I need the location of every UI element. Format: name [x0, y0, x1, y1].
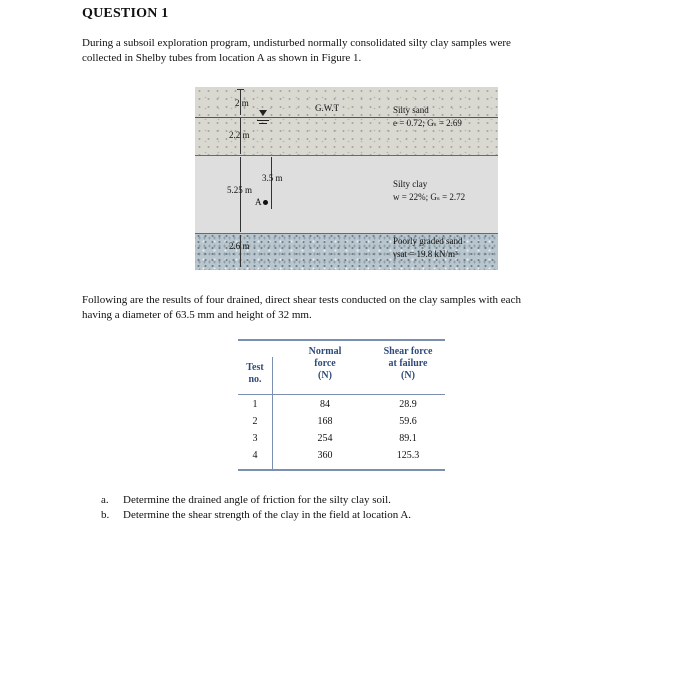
task-text: Determine the shear strength of the clay in the field at location A.	[123, 509, 412, 521]
silty-clay-name: Silty clay	[393, 179, 428, 189]
cell-shear-force: 125.3	[396, 450, 420, 461]
table-column-rule	[272, 357, 273, 469]
intro-paragraph	[82, 36, 622, 66]
poorly-graded-sand-name: Poorly graded sand	[393, 236, 463, 246]
dim-label-3-5m: 3.5 m	[262, 173, 283, 183]
question-title: QUESTION 1	[82, 6, 169, 21]
cell-test-no: 1	[252, 399, 258, 410]
task-list	[101, 493, 411, 523]
intro-line-1: During a subsoil exploration program, undisturbed normally consolidated silty clay samples were	[82, 37, 511, 49]
task-text: Determine the drained angle of friction for the silty clay soil.	[123, 494, 391, 506]
soil-profile-figure	[195, 87, 498, 270]
table-top-rule	[238, 339, 445, 341]
dim-label-2m: 2 m	[235, 98, 249, 108]
header-test-line: Test	[246, 362, 264, 373]
task-item-a	[101, 493, 411, 508]
header-normal-line: (N)	[318, 370, 332, 381]
task-item-b	[101, 508, 411, 523]
point-a-label: A	[255, 197, 262, 207]
dim-label-5-25m: 5.25 m	[227, 185, 253, 195]
header-shear-line: Shear force	[383, 346, 433, 357]
silty-sand-name: Silty sand	[393, 105, 429, 115]
table-bottom-rule	[238, 469, 445, 471]
cell-test-no: 4	[252, 450, 258, 461]
header-shear-force	[368, 346, 448, 382]
results-line-1: Following are the results of four drained, direct shear tests conducted on the clay samples with each	[82, 294, 521, 306]
cell-shear-force: 89.1	[399, 433, 417, 444]
intro-line-2: collected in Shelby tubes from location A as shown in Figure 1.	[82, 52, 362, 64]
cell-shear-force: 59.6	[399, 416, 417, 427]
sand-clay-boundary	[195, 155, 498, 156]
silty-sand-props: e = 0.72; Gₛ = 2.69	[393, 118, 462, 128]
cell-test-no: 2	[252, 416, 258, 427]
silty-clay-props: w = 22%; Gₛ = 2.72	[393, 192, 466, 202]
table-header-rule	[238, 394, 445, 395]
cell-normal-force: 360	[317, 450, 333, 461]
header-normal-line: Normal	[308, 346, 342, 357]
cell-test-no: 3	[252, 433, 258, 444]
header-shear-line: (N)	[401, 370, 415, 381]
dim-tick	[237, 89, 244, 90]
results-line-2: having a diameter of 63.5 mm and height of 32 mm.	[82, 309, 312, 321]
dim-label-2-6m: 2.6 m	[229, 241, 250, 251]
cell-normal-force: 254	[317, 433, 333, 444]
water-table-bar	[257, 120, 269, 121]
results-paragraph	[82, 293, 622, 323]
task-marker: b.	[101, 509, 110, 521]
dim-label-2-2m: 2.2 m	[229, 130, 250, 140]
clay-sand-boundary	[195, 233, 498, 234]
cell-shear-force: 28.9	[399, 399, 417, 410]
header-test-no	[238, 362, 272, 386]
water-table-symbol	[259, 110, 267, 116]
poorly-graded-sand-props: γsat = 19.8 kN/m³	[393, 249, 458, 259]
cell-normal-force: 168	[317, 416, 333, 427]
water-table-bar	[259, 123, 267, 124]
cell-normal-force: 84	[320, 399, 330, 410]
point-a-marker	[263, 200, 268, 205]
gwt-label: G.W.T	[315, 103, 340, 113]
header-test-line: no.	[248, 374, 262, 385]
header-shear-line: at failure	[388, 358, 428, 369]
header-normal-force	[290, 346, 360, 382]
task-marker: a.	[101, 494, 109, 506]
header-normal-line: force	[314, 358, 336, 369]
